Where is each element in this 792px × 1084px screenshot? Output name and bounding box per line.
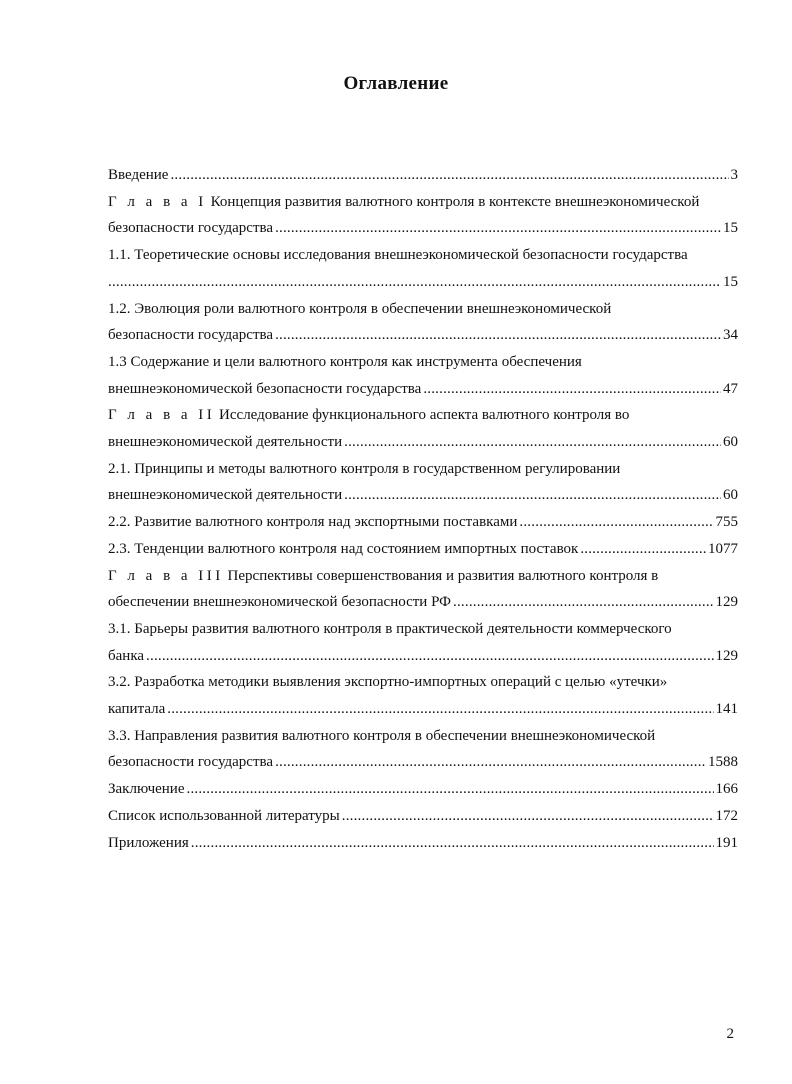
toc-entry-text: безопасности государства <box>108 754 274 771</box>
toc-entry-heading: 3.2. Разработка методики выявления экспортно-импортных операций с целью «утечки» <box>108 674 668 691</box>
toc-entry-heading: Исследование функционального аспекта валютного контроля во <box>215 407 630 424</box>
page-number: 2 <box>726 1026 734 1042</box>
toc-entry-chapter-2 <box>108 402 738 455</box>
toc-entry-3-3 <box>108 723 738 776</box>
toc-entry-text: безопасности государства <box>108 327 274 344</box>
leader-dots <box>167 696 713 723</box>
chapter-label: Г л а в а II <box>108 407 216 424</box>
toc-page-number: 15 <box>723 273 738 290</box>
toc-entry-heading: Концепция развития валютного контроля в контексте внешнеэкономической <box>206 193 700 210</box>
toc-entry-conclusion <box>108 776 738 803</box>
toc-entry-text: внешнеэкономической безопасности государства <box>108 380 422 397</box>
chapter-label: Г л а в а I <box>108 193 207 210</box>
toc-page-number: 755 <box>715 514 738 531</box>
toc-page-number: 1077 <box>708 540 738 557</box>
leader-dots <box>580 536 706 563</box>
table-of-contents <box>108 162 738 856</box>
toc-page-number: 172 <box>715 807 738 824</box>
leader-dots <box>342 803 714 830</box>
leader-dots <box>146 643 713 670</box>
leader-dots <box>191 830 714 857</box>
toc-entry-chapter-1 <box>108 189 738 242</box>
leader-dots <box>519 509 713 536</box>
toc-entry-text: капитала <box>108 701 166 718</box>
toc-entry-heading: 1.2. Эволюция роли валютного контроля в обеспечении внешнеэкономической <box>108 300 612 317</box>
toc-page-number: 166 <box>715 781 738 798</box>
toc-page-number: 47 <box>723 380 738 397</box>
toc-entry-text: безопасности государства <box>108 220 274 237</box>
toc-page-number: 60 <box>723 434 738 451</box>
toc-page-number: 129 <box>715 594 738 611</box>
leader-dots <box>187 776 714 803</box>
toc-entry-2-2 <box>108 509 738 536</box>
leader-dots <box>344 482 721 509</box>
toc-page-number: 3 <box>730 167 738 183</box>
toc-entry-text: Приложения <box>108 834 189 851</box>
toc-page-number: 141 <box>715 701 738 718</box>
toc-entry-3-2 <box>108 669 738 722</box>
leader-dots <box>275 215 721 242</box>
toc-entry-text: Заключение <box>108 781 185 798</box>
toc-entry-text: обеспечении внешнеэкономической безопасности РФ <box>108 594 452 611</box>
toc-page-number: 15 <box>723 220 738 237</box>
leader-dots <box>275 749 706 776</box>
toc-entry-heading: 3.1. Барьеры развития валютного контроля в практической деятельности коммерческого <box>108 620 672 637</box>
toc-entry-2-3 <box>108 536 738 563</box>
toc-entry-2-1 <box>108 456 738 509</box>
leader-dots <box>275 322 721 349</box>
toc-entry-heading: 2.1. Принципы и методы валютного контроля в государственном регулировании <box>108 460 621 477</box>
toc-entry-intro <box>108 162 738 189</box>
toc-entry-appendices <box>108 830 738 857</box>
toc-page-number: 60 <box>723 487 738 504</box>
toc-entry-chapter-3 <box>108 563 738 616</box>
toc-entry-3-1 <box>108 616 738 669</box>
toc-entry-1-1 <box>108 242 738 295</box>
toc-entry-bibliography <box>108 803 738 830</box>
toc-page-number: 191 <box>715 834 738 851</box>
toc-entry-1-2 <box>108 296 738 349</box>
leader-dots <box>108 269 721 296</box>
toc-entry-text: Введение <box>108 167 169 183</box>
leader-dots <box>453 589 713 616</box>
leader-dots <box>423 376 721 403</box>
toc-entry-text: 2.2. Развитие валютного контроля над экспортными поставками <box>108 514 518 531</box>
chapter-label: Г л а в а III <box>108 567 224 584</box>
toc-entry-heading: 3.3. Направления развития валютного контроля в обеспечении внешнеэкономической <box>108 727 656 744</box>
toc-entry-text: внешнеэкономической деятельности <box>108 487 343 504</box>
toc-entry-text: банка <box>108 647 145 664</box>
leader-dots <box>170 162 728 189</box>
toc-page-number: 1588 <box>708 754 738 771</box>
leader-dots <box>344 429 721 456</box>
toc-entry-text: 2.3. Тенденции валютного контроля над состоянием импортных поставок <box>108 540 579 557</box>
toc-entry-heading: 1.1. Теоретические основы исследования внешнеэкономической безопасности государства <box>108 247 688 264</box>
toc-entry-text: Список использованной литературы <box>108 807 340 824</box>
toc-entry-heading: 1.3 Содержание и цели валютного контроля как инструмента обеспечения <box>108 353 582 370</box>
toc-entry-heading: Перспективы совершенствования и развития валютного контроля в <box>223 567 659 584</box>
toc-entry-text: внешнеэкономической деятельности <box>108 434 343 451</box>
toc-entry-1-3 <box>108 349 738 402</box>
toc-page-number: 34 <box>723 327 738 344</box>
page-title: Оглавление <box>343 73 449 94</box>
toc-page-number: 129 <box>715 647 738 664</box>
